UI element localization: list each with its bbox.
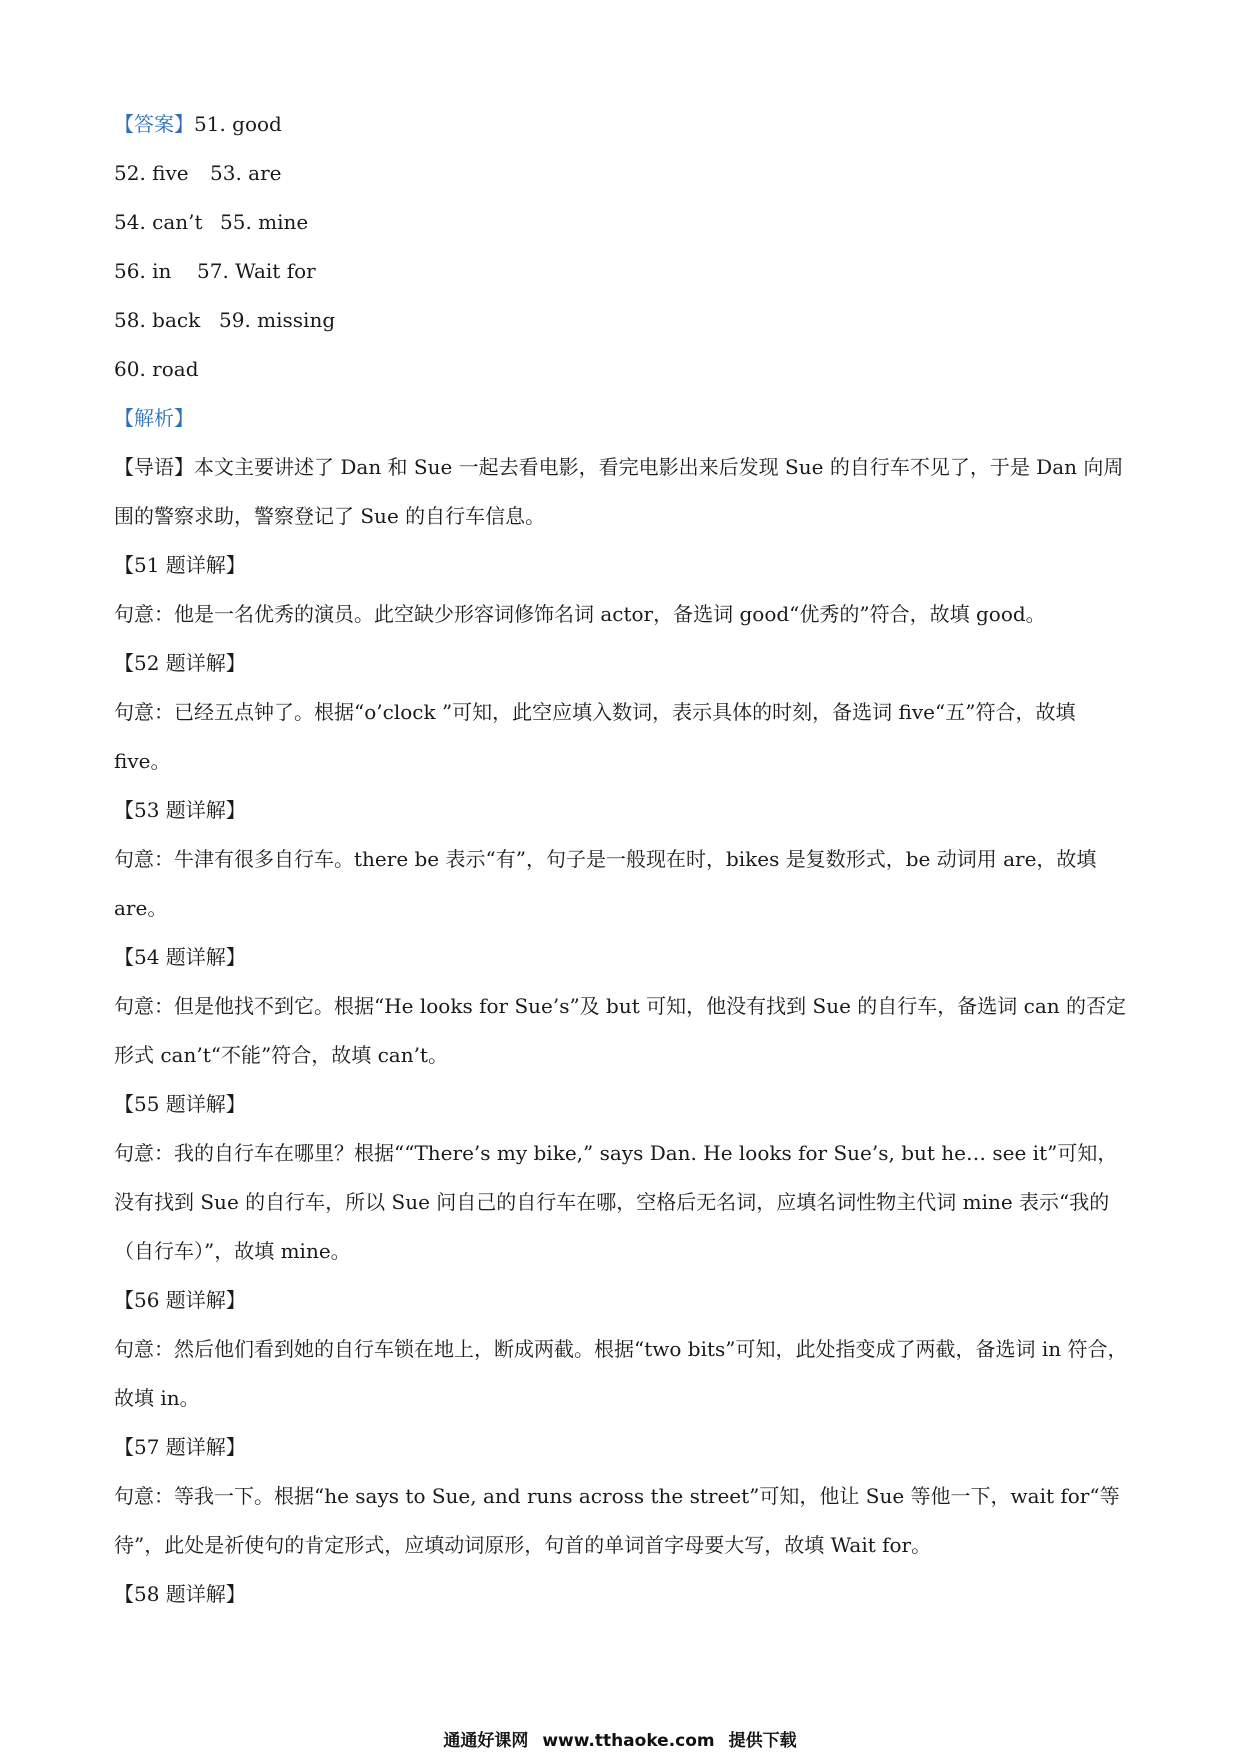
detail-text: 句意：他是一名优秀的演员。此空缺少形容词修饰名词 actor，备选词 good“优秀的”符合，故填 good。 (114, 602, 1046, 626)
detail-heading: 【56 题详解】 (114, 1288, 246, 1312)
detail-heading: 【52 题详解】 (114, 651, 246, 675)
answer-51: 51. good (194, 112, 282, 136)
detail-58 (114, 1570, 1134, 1619)
answer-row (114, 247, 1134, 296)
detail-55 (114, 1080, 1134, 1276)
detail-56 (114, 1276, 1134, 1423)
answer-row (114, 296, 1134, 345)
detail-53 (114, 786, 1134, 933)
detail-text: 句意：但是他找不到它。根据“He looks for Sue’s”及 but 可知，他没有找到 Sue 的自行车，备选词 can 的否定形式 can’t“不能”符合，故填 can’t。 (114, 994, 1126, 1067)
detail-text: 句意：已经五点钟了。根据“o’clock ”可知，此空应填入数词，表示具体的时刻，备选词 five“五”符合，故填 five。 (114, 700, 1076, 773)
detail-heading: 【54 题详解】 (114, 945, 246, 969)
detail-51 (114, 541, 1134, 639)
footer-suffix: 提供下载 (728, 1731, 797, 1751)
detail-57 (114, 1423, 1134, 1570)
answer-54: 54. can’t (114, 210, 203, 234)
answer-first-line (114, 100, 1134, 149)
detail-52 (114, 639, 1134, 786)
document-content (114, 100, 1134, 1619)
detail-text: 句意：等我一下。根据“he says to Sue, and runs across the street”可知，他让 Sue 等他一下，wait for“等待”，此处是祈使句的肯定形式，应填动词原形，句首的单词首字母要大写，故填 Wait for。 (114, 1484, 1120, 1557)
answer-52: 52. five (114, 161, 189, 185)
answer-59: 59. missing (219, 308, 336, 332)
page-footer (0, 1726, 1240, 1751)
answer-57: 57. Wait for (197, 259, 316, 283)
detail-heading: 【51 题详解】 (114, 553, 246, 577)
detail-text: 句意：然后他们看到她的自行车锁在地上，断成两截。根据“two bits”可知，此处指变成了两截，备选词 in 符合，故填 in。 (114, 1337, 1128, 1410)
footer-url[interactable]: www.tthaoke.com (542, 1731, 715, 1751)
detail-heading: 【57 题详解】 (114, 1435, 246, 1459)
detail-heading: 【53 题详解】 (114, 798, 246, 822)
detail-54 (114, 933, 1134, 1080)
detail-text: 句意：我的自行车在哪里？根据““There’s my bike,” says Dan. He looks for Sue’s, but he… see it”可知，没有找到 Sue 的自行车，所以 Sue 问自己的自行车在哪，空格后无名词，应填名词性物主代词 mine 表示“我的（自行车）”，故填 mine。 (114, 1141, 1118, 1263)
detail-text: 句意：牛津有很多自行车。there be 表示“有”，句子是一般现在时，bikes 是复数形式，be 动词用 are，故填 are。 (114, 847, 1097, 920)
analysis-tag: 【解析】 (114, 406, 194, 430)
answer-56: 56. in (114, 259, 172, 283)
detail-heading: 【58 题详解】 (114, 1582, 246, 1606)
answer-row (114, 149, 1134, 198)
answer-53: 53. are (210, 161, 282, 185)
answer-row (114, 198, 1134, 247)
intro-paragraph: 【导语】本文主要讲述了 Dan 和 Sue 一起去看电影，看完电影出来后发现 Sue 的自行车不见了，于是 Dan 向周围的警察求助，警察登记了 Sue 的自行车信息。 (114, 455, 1124, 528)
answer-60: 60. road (114, 357, 199, 381)
answer-55: 55. mine (220, 210, 309, 234)
answer-tag: 【答案】 (114, 112, 194, 136)
footer-site-name: 通通好课网 (443, 1731, 529, 1751)
detail-heading: 【55 题详解】 (114, 1092, 246, 1116)
answer-58: 58. back (114, 308, 201, 332)
